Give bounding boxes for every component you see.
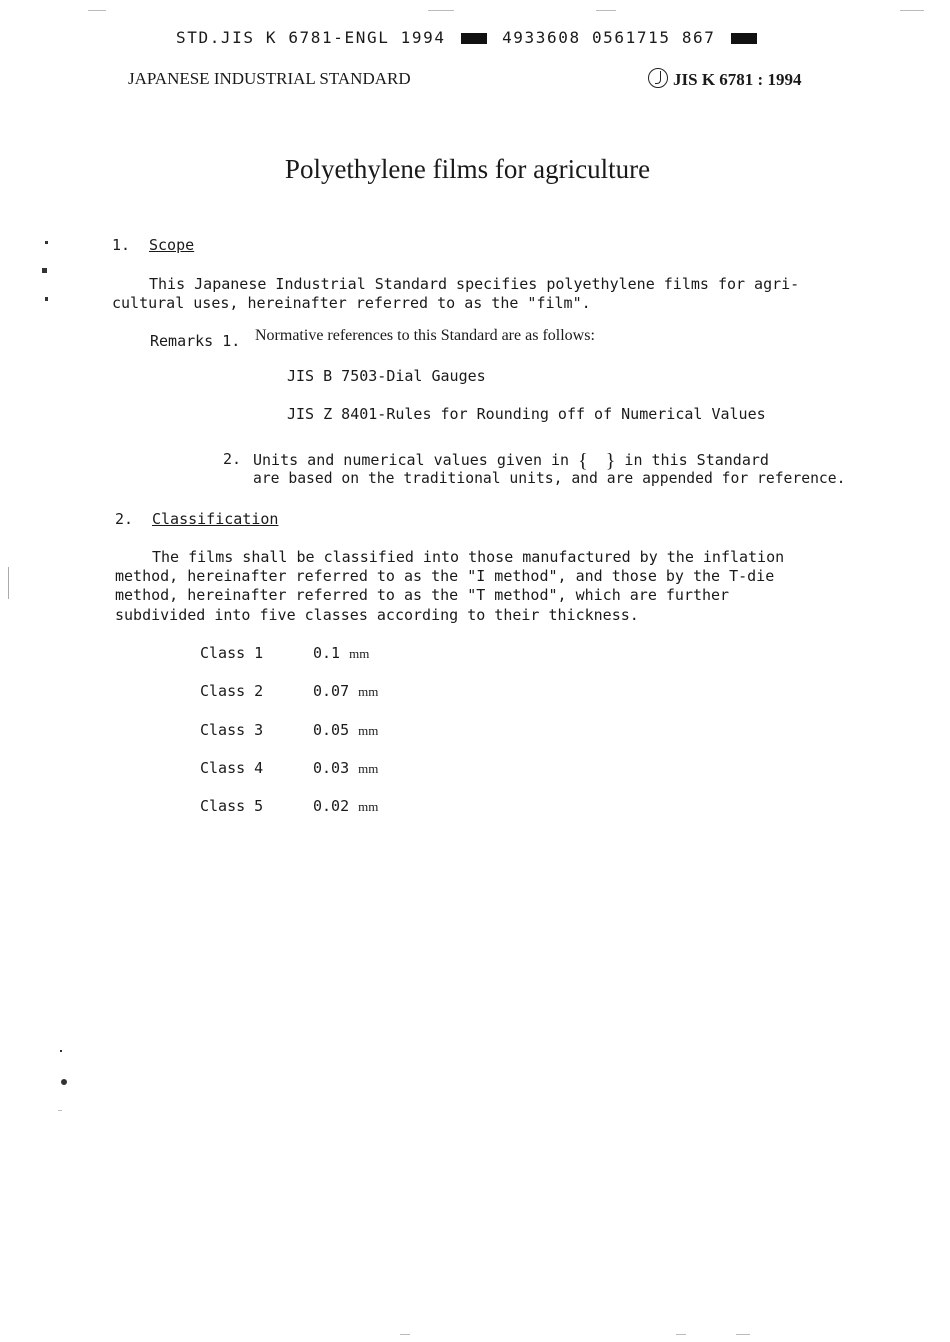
class-label: Class 3 [200,721,264,739]
classification-paragraph-line: subdivided into five classes according to their thickness. [115,606,639,624]
standard-code-number: JIS K 6781 [673,70,754,89]
stamp-number-3: 867 [681,28,716,47]
class-thickness-unit: mm [358,761,379,776]
remark-text-part: in this Standard [624,451,769,469]
class-thickness-value: 0.07 [313,682,350,700]
document-stamp-line [176,28,761,47]
class-thickness-unit: mm [358,723,379,738]
scan-artifact [900,10,924,11]
classification-paragraph-line: method, hereinafter referred to as the "T method", which are further [115,586,730,604]
class-label: Class 4 [200,759,264,777]
standard-code-year: 1994 [767,70,802,89]
class-thickness-unit: mm [358,684,379,699]
section-number: 1. [112,236,131,254]
scan-artifact [736,1334,750,1335]
remark-number: 2. [223,450,242,468]
scan-artifact [428,10,454,11]
class-thickness [313,682,378,700]
remark-text-line: are based on the traditional units, and are appended for reference. [253,470,846,487]
standard-code [648,68,801,90]
scan-artifact [45,297,48,301]
class-thickness-value: 0.03 [313,759,350,777]
scan-artifact [8,567,9,599]
page-title: Polyethylene films for agriculture [284,154,651,184]
stamp-code: STD.JIS K 6781-ENGL 1994 [176,28,446,47]
class-thickness-value: 0.1 [313,644,341,662]
remarks-label: Remarks 1. [150,332,241,350]
brace-open: { [578,450,588,472]
reference-item: JIS Z 8401-Rules for Rounding off of Numerical Values [287,405,766,423]
scan-artifact [676,1334,686,1335]
standard-label: JAPANESE INDUSTRIAL STANDARD [128,69,411,88]
class-thickness [313,797,378,815]
section-number: 2. [115,510,134,528]
scan-artifact [58,1110,62,1111]
section-heading-scope: Scope [149,236,195,254]
stamp-number-1: 4933608 [502,28,581,47]
class-label: Class 2 [200,682,264,700]
class-thickness-value: 0.02 [313,797,350,815]
scan-artifact [88,10,106,11]
scan-artifact [61,1079,67,1085]
brace-close: } [605,450,616,472]
reference-item: JIS B 7503-Dial Gauges [287,367,486,385]
class-label: Class 1 [200,644,264,662]
redaction-block [461,33,487,44]
scope-paragraph-line: cultural uses, hereinafter referred to as the "film". [112,294,591,312]
section-heading-classification: Classification [152,510,279,528]
scope-paragraph-line: This Japanese Industrial Standard specifies polyethylene films for agri- [149,275,800,293]
remark-text-part: Units and numerical values given in [253,451,570,469]
scan-artifact [596,10,616,11]
class-thickness [313,644,369,662]
remarks-text: Normative references to this Standard are as follows: [255,327,595,344]
class-thickness-value: 0.05 [313,721,350,739]
stamp-number-2: 0561715 [591,28,671,47]
scan-artifact [60,1050,62,1052]
classification-paragraph-line: The films shall be classified into those manufactured by the inflation [152,548,785,566]
standard-code-separator: : [753,70,768,89]
class-thickness [313,759,378,777]
classification-paragraph-line: method, hereinafter referred to as the "I method", and those by the T-die [115,567,775,585]
redaction-block [731,33,757,44]
class-label: Class 5 [200,797,264,815]
class-thickness-unit: mm [349,646,370,661]
scan-artifact [400,1334,410,1335]
scan-artifact [45,241,48,244]
class-thickness [313,721,378,739]
class-thickness-unit: mm [358,799,379,814]
scan-artifact [42,268,47,273]
jis-mark-icon [648,68,668,88]
